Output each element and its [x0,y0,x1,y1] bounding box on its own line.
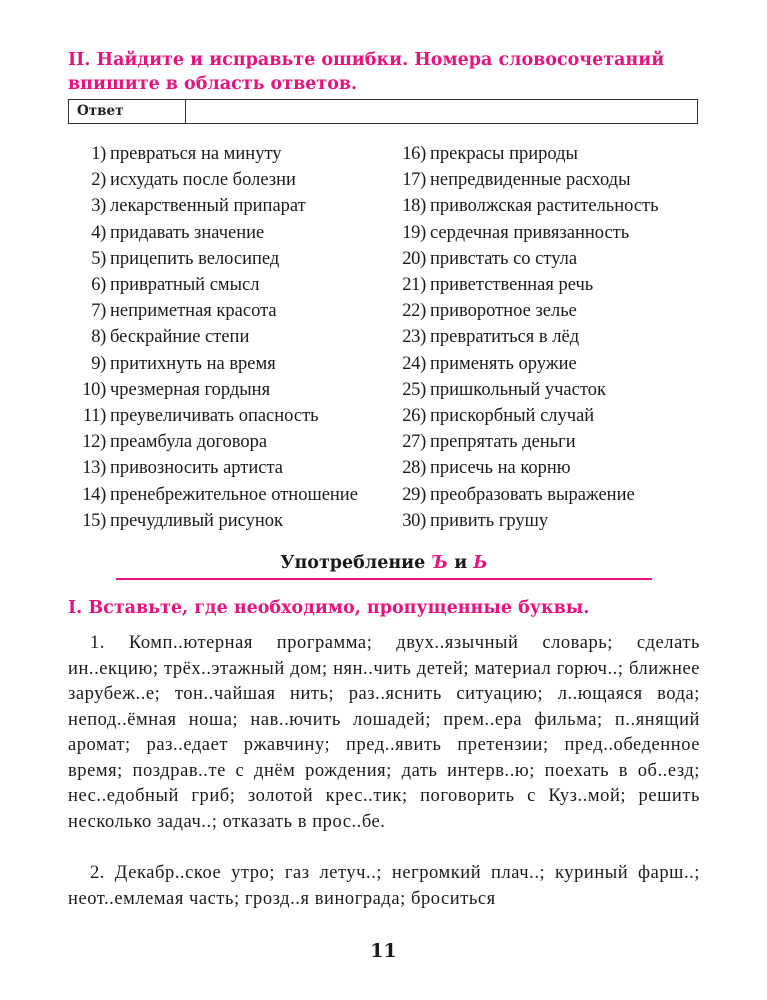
phrase-number: 17) [402,170,426,191]
phrase-text: преувеличивать опасность [110,406,319,427]
phrase-item [74,141,394,167]
phrase-item [74,220,394,246]
phrase-number: 22) [402,301,426,322]
section-heading [116,550,652,576]
phrase-text: преамбула договора [110,432,268,453]
phrase-item [74,482,394,508]
phrase-text: приволжская растительность [430,196,659,217]
phrase-number: 27) [402,432,426,453]
phrase-number: 10) [82,379,106,400]
phrase-item [74,455,394,481]
phrase-item [396,272,716,298]
phrase-number: 19) [402,222,426,243]
phrase-text: пречудливый рисунок [110,510,284,531]
phrase-number: 18) [402,196,426,217]
phrase-item [396,220,716,246]
phrase-number: 29) [402,484,426,505]
phrase-number: 4) [91,222,106,243]
phrase-item [74,272,394,298]
soft-sign-letter: Ь [473,553,488,573]
phrase-text: приворотное зелье [430,301,577,322]
phrase-number: 7) [91,301,106,322]
task-title: II. Найдите и исправьте ошибки. Номера словосочетаний впишите в область ответов. [68,50,665,94]
exercise-paragraph-2: 2. Декабр..ское утро; газ летуч..; негромкий плач..; куриный фарш..; неот..емлемая часть; грозд..я винограда; броситься [68,863,700,909]
phrase-number: 9) [91,353,106,374]
phrase-text: превраться на минуту [110,144,282,164]
phrase-text: применять оружие [430,353,577,374]
phrase-item [396,508,716,534]
phrase-text: лекарственный припарат [110,196,306,217]
phrase-item [396,193,716,219]
phrase-item [74,246,394,272]
phrase-list-left [74,141,394,534]
phrase-item [74,377,394,403]
phrase-number: 5) [91,248,106,269]
phrase-item [396,298,716,324]
phrase-number: 15) [82,510,106,531]
answer-field[interactable] [186,100,697,123]
phrase-item [74,298,394,324]
phrase-item [396,429,716,455]
answer-table [68,99,698,124]
phrase-text: пренебрежительное отношение [110,484,358,505]
phrase-number: 8) [91,327,106,348]
section-heading-conj: и [454,553,468,573]
hard-sign-letter: Ъ [431,553,449,573]
phrase-number: 20) [402,248,426,269]
phrase-number: 25) [402,379,426,400]
phrase-text: непредвиденные расходы [430,170,631,191]
phrase-item [74,167,394,193]
phrase-number: 30) [402,510,426,531]
phrase-text: придавать значение [110,222,265,243]
phrase-item [74,193,394,219]
phrase-text: превратиться в лёд [430,327,580,348]
answer-label: Ответ [69,100,186,123]
phrase-text: пришкольный участок [430,379,606,400]
phrase-item [396,351,716,377]
phrase-number: 11) [82,406,106,427]
phrase-text: привозносить артиста [110,458,284,479]
phrase-text: приветственная речь [430,275,594,296]
phrase-item [74,403,394,429]
phrase-item [74,429,394,455]
task2-title: I. Вставьте, где необходимо, пропущенные буквы. [68,598,590,618]
phrase-text: прекрасы природы [430,144,578,164]
phrase-item [396,482,716,508]
phrase-item [396,455,716,481]
exercise-paragraph-1: 1. Комп..ютерная программа; двух..язычный словарь; сделать ин..екцию; трёх..этажный дом; нян..чить детей; материал горюч..; ближнее зарубеж..е; тон..чайшая нить; раз..яснить ситуацию; л..ющаяся вода; непод..ёмная ноша; нав..ючить лошадей; прем..ера фильма; п..янящий аромат; раз..едает ржавчину; пред..явить претензии; пред..обеденное время; поздрав..те с днём рождения; дать интерв..ю; поехать в об..езд; нес..едобный гриб; золотой крес..тик; поговорить с Куз..мой; решить несколько задач..; отказать в прос..бе. [68,633,700,832]
phrase-text: прицепить велосипед [110,248,280,269]
phrase-list-right [396,141,716,534]
phrase-item [396,377,716,403]
phrase-text: привратный смысл [110,275,260,296]
phrase-text: сердечная привязанность [430,222,630,243]
phrase-text: исхудать после болезни [110,170,296,191]
phrase-text: прискорбный случай [430,406,595,427]
phrase-number: 28) [402,458,426,479]
phrase-number: 12) [82,432,106,453]
phrase-text: преобразовать выражение [430,484,635,505]
phrase-number: 23) [402,327,426,348]
phrase-text: притихнуть на время [110,353,276,374]
phrase-item [396,246,716,272]
phrase-item [74,351,394,377]
phrase-text: присечь на корню [430,458,571,479]
phrase-text: бескрайние степи [110,327,250,348]
phrase-number: 16) [402,144,426,164]
heading-underline [116,578,652,580]
phrase-item [396,324,716,350]
section-heading-prefix: Употребление [280,553,426,573]
phrase-text: чрезмерная гордыня [110,379,271,400]
phrase-item [396,141,716,167]
phrase-number: 2) [91,170,106,191]
phrase-item [396,403,716,429]
phrase-number: 26) [402,406,426,427]
phrase-text: препрятать деньги [430,432,576,453]
phrase-item [74,508,394,534]
page-number: 11 [370,940,397,962]
phrase-text: привить грушу [430,510,549,531]
phrase-number: 13) [82,458,106,479]
phrase-item [74,324,394,350]
phrase-text: привстать со стула [430,248,578,269]
phrase-number: 3) [91,196,106,217]
phrase-item [396,167,716,193]
phrase-number: 6) [91,275,106,296]
phrase-number: 21) [402,275,426,296]
phrase-text: неприметная красота [110,301,277,322]
phrase-number: 24) [402,353,426,374]
phrase-number: 1) [91,144,106,164]
phrase-number: 14) [82,484,106,505]
